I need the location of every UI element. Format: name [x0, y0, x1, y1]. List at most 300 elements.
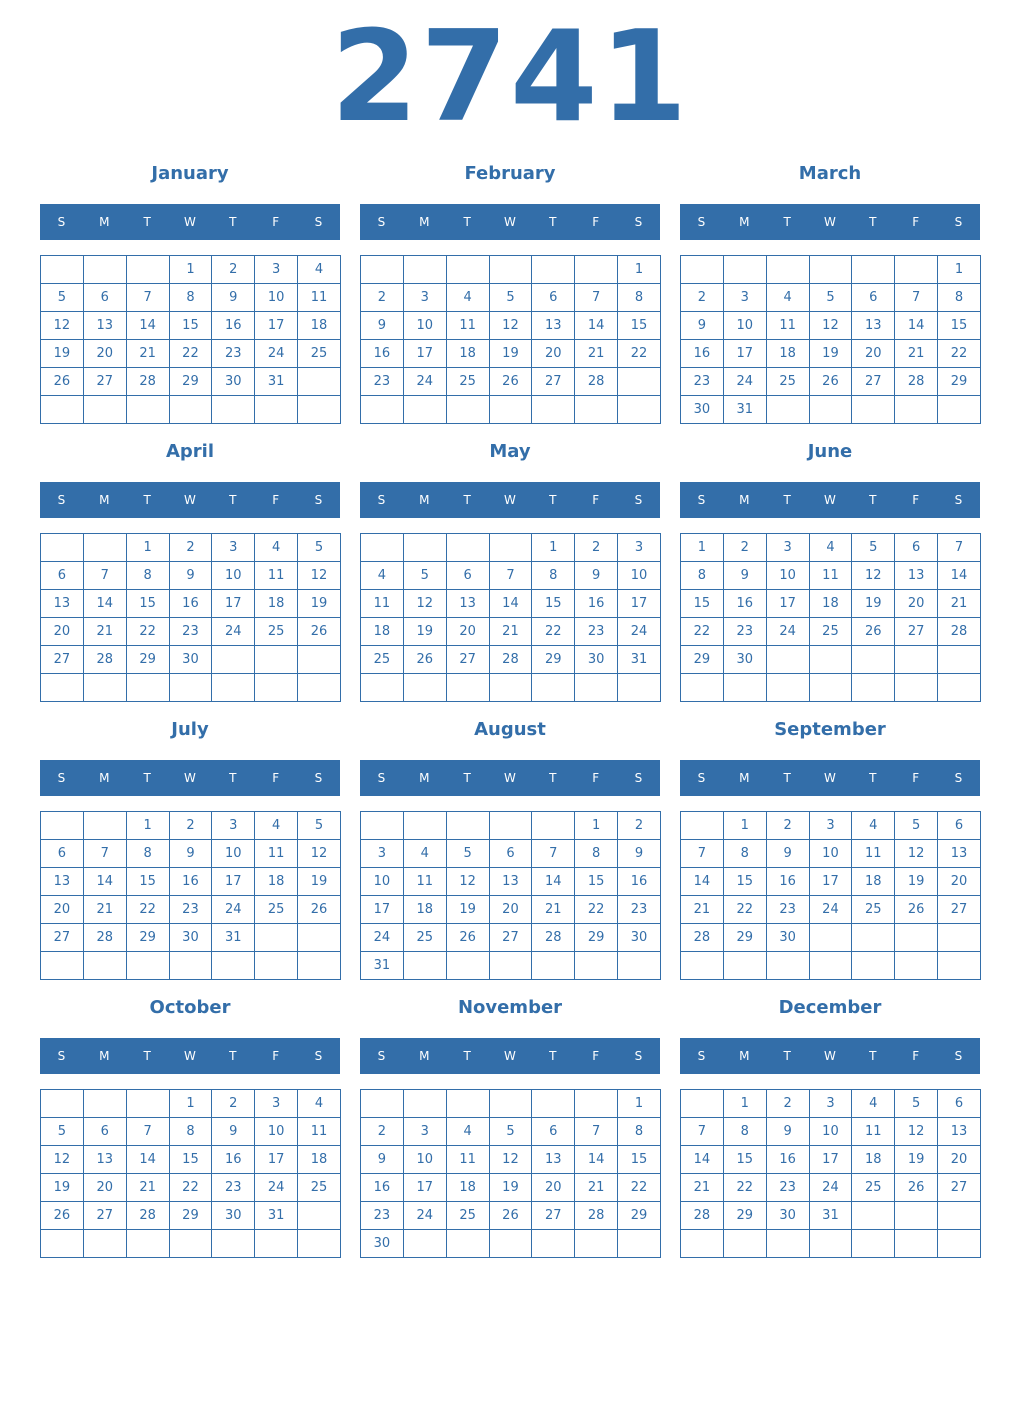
day-cell: 16	[212, 312, 255, 340]
day-cell: 17	[723, 340, 766, 368]
day-cell: 1	[169, 1090, 212, 1118]
week-row	[361, 674, 661, 702]
day-cell: 2	[212, 256, 255, 284]
day-cell	[895, 646, 938, 674]
day-cell: 22	[126, 896, 169, 924]
day-cell: 11	[446, 312, 489, 340]
day-cell: 7	[83, 562, 126, 590]
day-cell	[852, 256, 895, 284]
day-cell	[809, 952, 852, 980]
month-title: July	[171, 719, 209, 740]
day-cell	[403, 1230, 446, 1258]
day-cell: 3	[212, 812, 255, 840]
week-row	[361, 1146, 661, 1174]
day-cell	[681, 1230, 724, 1258]
weekday-label: M	[739, 215, 750, 229]
day-cell: 6	[83, 284, 126, 312]
weekday-label: T	[783, 215, 791, 229]
day-cell: 29	[618, 1202, 661, 1230]
day-cell	[938, 924, 981, 952]
weekday-label: S	[314, 215, 323, 229]
day-cell: 1	[618, 256, 661, 284]
day-cell: 1	[575, 812, 618, 840]
weekday-label: S	[954, 1049, 963, 1063]
weekday-label: S	[634, 215, 643, 229]
day-cell	[41, 1090, 84, 1118]
day-cell: 10	[212, 562, 255, 590]
day-cell: 11	[255, 840, 298, 868]
week-row	[681, 396, 981, 424]
day-cell: 20	[83, 340, 126, 368]
day-cell: 23	[169, 896, 212, 924]
day-cell: 4	[361, 562, 404, 590]
week-row	[41, 590, 341, 618]
day-cell: 18	[446, 340, 489, 368]
week-row	[361, 1174, 661, 1202]
day-cell: 2	[766, 1090, 809, 1118]
week-row	[681, 256, 981, 284]
weekday-label: T	[143, 771, 151, 785]
day-cell	[938, 646, 981, 674]
day-cell: 25	[255, 618, 298, 646]
weekday-header	[40, 482, 340, 518]
day-cell: 4	[255, 534, 298, 562]
day-cell	[681, 674, 724, 702]
day-cell: 3	[766, 534, 809, 562]
weekday-label: M	[419, 493, 430, 507]
day-cell: 21	[83, 896, 126, 924]
week-row	[681, 590, 981, 618]
day-cell: 13	[532, 1146, 575, 1174]
day-cell: 24	[403, 368, 446, 396]
day-cell: 15	[169, 1146, 212, 1174]
weekday-label: W	[184, 1049, 196, 1063]
weekday-label: F	[592, 1049, 600, 1063]
day-cell: 24	[212, 618, 255, 646]
day-cell: 21	[83, 618, 126, 646]
day-cell: 14	[681, 868, 724, 896]
week-row	[681, 1118, 981, 1146]
day-cell: 18	[255, 590, 298, 618]
day-cell	[852, 646, 895, 674]
day-cell: 17	[212, 590, 255, 618]
day-cell	[41, 674, 84, 702]
day-cell: 12	[446, 868, 489, 896]
week-row	[361, 840, 661, 868]
day-cell: 10	[723, 312, 766, 340]
week-row	[41, 562, 341, 590]
weekday-label: W	[504, 493, 516, 507]
day-cell: 3	[618, 534, 661, 562]
day-cell	[766, 646, 809, 674]
day-cell: 9	[361, 312, 404, 340]
week-row	[361, 1090, 661, 1118]
day-cell: 10	[809, 840, 852, 868]
day-cell: 25	[766, 368, 809, 396]
day-cell	[446, 674, 489, 702]
day-cell: 7	[532, 840, 575, 868]
day-cell: 15	[126, 590, 169, 618]
day-cell: 22	[938, 340, 981, 368]
weekday-label: M	[419, 1049, 430, 1063]
day-cell: 29	[126, 646, 169, 674]
day-cell: 12	[298, 840, 341, 868]
day-cell: 6	[41, 840, 84, 868]
day-cell: 9	[575, 562, 618, 590]
day-cell: 6	[41, 562, 84, 590]
day-cell: 20	[41, 896, 84, 924]
day-cell: 28	[83, 646, 126, 674]
day-grid	[680, 255, 981, 424]
day-cell: 18	[361, 618, 404, 646]
month-march	[680, 163, 980, 428]
week-row	[361, 396, 661, 424]
day-grid	[680, 1089, 981, 1258]
day-cell: 6	[938, 1090, 981, 1118]
day-cell	[895, 924, 938, 952]
day-cell	[938, 674, 981, 702]
day-cell	[361, 812, 404, 840]
day-cell: 8	[575, 840, 618, 868]
day-cell: 8	[618, 284, 661, 312]
week-row	[41, 534, 341, 562]
day-cell: 11	[809, 562, 852, 590]
weekday-label: M	[419, 771, 430, 785]
day-cell: 26	[41, 1202, 84, 1230]
day-cell: 1	[723, 812, 766, 840]
day-cell: 26	[298, 896, 341, 924]
day-cell: 24	[212, 896, 255, 924]
day-cell: 26	[403, 646, 446, 674]
day-cell: 4	[446, 284, 489, 312]
day-cell	[255, 924, 298, 952]
day-cell: 29	[126, 924, 169, 952]
day-grid	[40, 255, 341, 424]
weekday-label: S	[314, 771, 323, 785]
day-cell: 23	[361, 368, 404, 396]
day-cell: 12	[895, 1118, 938, 1146]
day-cell	[446, 256, 489, 284]
week-row	[361, 812, 661, 840]
month-title: February	[464, 163, 556, 184]
day-cell	[809, 256, 852, 284]
day-cell: 10	[255, 284, 298, 312]
day-cell: 25	[298, 340, 341, 368]
day-cell: 8	[938, 284, 981, 312]
day-cell: 9	[169, 840, 212, 868]
weekday-label: S	[954, 215, 963, 229]
day-cell	[852, 396, 895, 424]
day-cell: 12	[489, 312, 532, 340]
day-cell: 7	[938, 534, 981, 562]
day-cell	[126, 1230, 169, 1258]
day-cell: 8	[618, 1118, 661, 1146]
day-cell: 27	[41, 924, 84, 952]
weekday-label: T	[229, 215, 237, 229]
day-cell	[41, 812, 84, 840]
day-cell: 17	[255, 1146, 298, 1174]
week-row	[681, 618, 981, 646]
day-cell: 21	[681, 896, 724, 924]
day-cell: 18	[809, 590, 852, 618]
day-cell: 14	[681, 1146, 724, 1174]
day-cell	[83, 952, 126, 980]
day-cell: 12	[489, 1146, 532, 1174]
day-cell: 25	[852, 1174, 895, 1202]
weekday-label: T	[549, 771, 557, 785]
week-row	[41, 1230, 341, 1258]
month-title: October	[149, 997, 231, 1018]
week-row	[681, 1230, 981, 1258]
day-cell	[809, 924, 852, 952]
weekday-label: W	[504, 771, 516, 785]
day-cell	[809, 674, 852, 702]
day-cell: 12	[403, 590, 446, 618]
day-cell: 7	[83, 840, 126, 868]
day-cell	[126, 952, 169, 980]
day-cell: 21	[938, 590, 981, 618]
day-cell: 24	[255, 1174, 298, 1202]
day-cell	[575, 674, 618, 702]
day-cell: 19	[809, 340, 852, 368]
day-cell: 15	[723, 1146, 766, 1174]
day-cell: 26	[489, 368, 532, 396]
day-cell	[83, 256, 126, 284]
day-cell: 10	[809, 1118, 852, 1146]
day-cell: 4	[298, 1090, 341, 1118]
week-row	[361, 868, 661, 896]
day-cell: 11	[852, 840, 895, 868]
day-cell: 5	[809, 284, 852, 312]
day-cell: 25	[809, 618, 852, 646]
day-cell: 12	[809, 312, 852, 340]
day-cell: 20	[83, 1174, 126, 1202]
day-cell: 3	[403, 1118, 446, 1146]
day-cell	[681, 952, 724, 980]
day-cell: 24	[766, 618, 809, 646]
day-cell: 20	[532, 340, 575, 368]
day-cell: 2	[723, 534, 766, 562]
day-cell: 30	[766, 924, 809, 952]
day-cell: 13	[446, 590, 489, 618]
day-cell	[255, 396, 298, 424]
day-cell	[298, 674, 341, 702]
day-cell: 27	[938, 896, 981, 924]
day-cell: 26	[298, 618, 341, 646]
month-may	[360, 441, 660, 706]
weekday-label: F	[592, 771, 600, 785]
day-cell: 1	[681, 534, 724, 562]
day-cell: 23	[723, 618, 766, 646]
day-cell: 22	[169, 1174, 212, 1202]
week-row	[361, 590, 661, 618]
day-cell	[403, 1090, 446, 1118]
day-cell	[83, 674, 126, 702]
day-cell: 16	[169, 868, 212, 896]
day-cell: 18	[446, 1174, 489, 1202]
day-cell: 5	[41, 1118, 84, 1146]
day-cell: 11	[255, 562, 298, 590]
day-cell: 2	[618, 812, 661, 840]
day-cell: 15	[618, 1146, 661, 1174]
day-cell: 1	[723, 1090, 766, 1118]
weekday-label: T	[549, 215, 557, 229]
day-cell	[938, 952, 981, 980]
day-cell	[126, 256, 169, 284]
day-cell	[489, 952, 532, 980]
day-cell	[532, 256, 575, 284]
day-cell: 11	[852, 1118, 895, 1146]
weekday-label: M	[739, 1049, 750, 1063]
weekday-label: T	[463, 215, 471, 229]
day-cell: 5	[489, 1118, 532, 1146]
weekday-label: T	[869, 1049, 877, 1063]
day-cell: 21	[126, 1174, 169, 1202]
week-row	[681, 924, 981, 952]
day-cell: 19	[895, 1146, 938, 1174]
day-cell: 6	[895, 534, 938, 562]
day-cell	[938, 396, 981, 424]
day-cell	[895, 396, 938, 424]
day-cell: 17	[212, 868, 255, 896]
day-cell: 3	[255, 256, 298, 284]
weekday-label: W	[184, 493, 196, 507]
day-cell	[41, 534, 84, 562]
weekday-label: S	[377, 215, 386, 229]
weekday-label: S	[697, 1049, 706, 1063]
weekday-header	[40, 1038, 340, 1074]
week-row	[681, 812, 981, 840]
day-cell	[489, 674, 532, 702]
day-cell	[723, 1230, 766, 1258]
weekday-label: S	[954, 771, 963, 785]
weekday-label: T	[869, 771, 877, 785]
day-cell: 15	[575, 868, 618, 896]
day-cell: 4	[852, 812, 895, 840]
day-cell: 23	[212, 340, 255, 368]
weekday-label: F	[272, 771, 280, 785]
day-cell	[895, 674, 938, 702]
day-cell: 8	[723, 840, 766, 868]
day-cell: 19	[298, 590, 341, 618]
day-cell: 20	[446, 618, 489, 646]
day-cell: 25	[446, 368, 489, 396]
day-cell: 15	[723, 868, 766, 896]
day-cell: 8	[169, 1118, 212, 1146]
day-cell: 11	[361, 590, 404, 618]
day-cell: 27	[532, 1202, 575, 1230]
day-cell	[852, 924, 895, 952]
weekday-header	[40, 760, 340, 796]
week-row	[41, 924, 341, 952]
day-cell	[618, 952, 661, 980]
weekday-label: S	[697, 493, 706, 507]
day-cell: 22	[169, 340, 212, 368]
day-cell: 7	[681, 1118, 724, 1146]
weekday-header	[680, 482, 980, 518]
day-cell	[852, 1202, 895, 1230]
weekday-label: F	[592, 215, 600, 229]
day-cell: 23	[575, 618, 618, 646]
day-cell: 29	[575, 924, 618, 952]
day-cell: 2	[361, 284, 404, 312]
weekday-label: T	[229, 771, 237, 785]
day-cell: 9	[766, 1118, 809, 1146]
day-cell	[575, 256, 618, 284]
day-cell: 11	[403, 868, 446, 896]
day-cell	[809, 396, 852, 424]
day-cell: 6	[446, 562, 489, 590]
day-cell	[766, 952, 809, 980]
day-cell: 7	[489, 562, 532, 590]
day-cell: 27	[83, 368, 126, 396]
day-cell: 5	[489, 284, 532, 312]
day-cell	[298, 396, 341, 424]
day-cell	[895, 1230, 938, 1258]
day-grid	[40, 533, 341, 702]
day-cell: 5	[895, 1090, 938, 1118]
day-cell: 16	[723, 590, 766, 618]
day-cell	[298, 924, 341, 952]
day-cell: 16	[618, 868, 661, 896]
weekday-label: F	[592, 493, 600, 507]
weekday-label: W	[824, 493, 836, 507]
day-cell: 5	[298, 812, 341, 840]
day-cell: 22	[575, 896, 618, 924]
weekday-label: S	[314, 1049, 323, 1063]
day-cell	[489, 256, 532, 284]
day-cell: 16	[575, 590, 618, 618]
day-cell: 26	[852, 618, 895, 646]
day-cell	[681, 256, 724, 284]
day-cell: 26	[489, 1202, 532, 1230]
day-cell	[723, 674, 766, 702]
day-cell	[298, 646, 341, 674]
day-cell: 5	[41, 284, 84, 312]
weekday-label: W	[824, 1049, 836, 1063]
day-cell: 18	[255, 868, 298, 896]
day-cell	[489, 812, 532, 840]
day-cell: 17	[361, 896, 404, 924]
week-row	[41, 840, 341, 868]
week-row	[41, 312, 341, 340]
week-row	[41, 896, 341, 924]
weekday-label: M	[99, 771, 110, 785]
day-cell: 29	[169, 368, 212, 396]
day-cell	[575, 396, 618, 424]
day-cell: 14	[489, 590, 532, 618]
day-cell: 29	[169, 1202, 212, 1230]
week-row	[361, 284, 661, 312]
week-row	[41, 952, 341, 980]
day-grid	[360, 811, 661, 980]
day-cell: 8	[723, 1118, 766, 1146]
day-grid	[360, 533, 661, 702]
day-cell	[446, 1090, 489, 1118]
day-cell: 7	[575, 284, 618, 312]
week-row	[361, 1230, 661, 1258]
month-april	[40, 441, 340, 706]
day-cell: 31	[255, 368, 298, 396]
day-cell: 27	[41, 646, 84, 674]
day-cell: 27	[532, 368, 575, 396]
week-row	[361, 952, 661, 980]
day-cell	[298, 952, 341, 980]
day-cell	[618, 368, 661, 396]
weekday-label: S	[377, 771, 386, 785]
day-cell: 28	[681, 924, 724, 952]
day-cell: 6	[532, 1118, 575, 1146]
